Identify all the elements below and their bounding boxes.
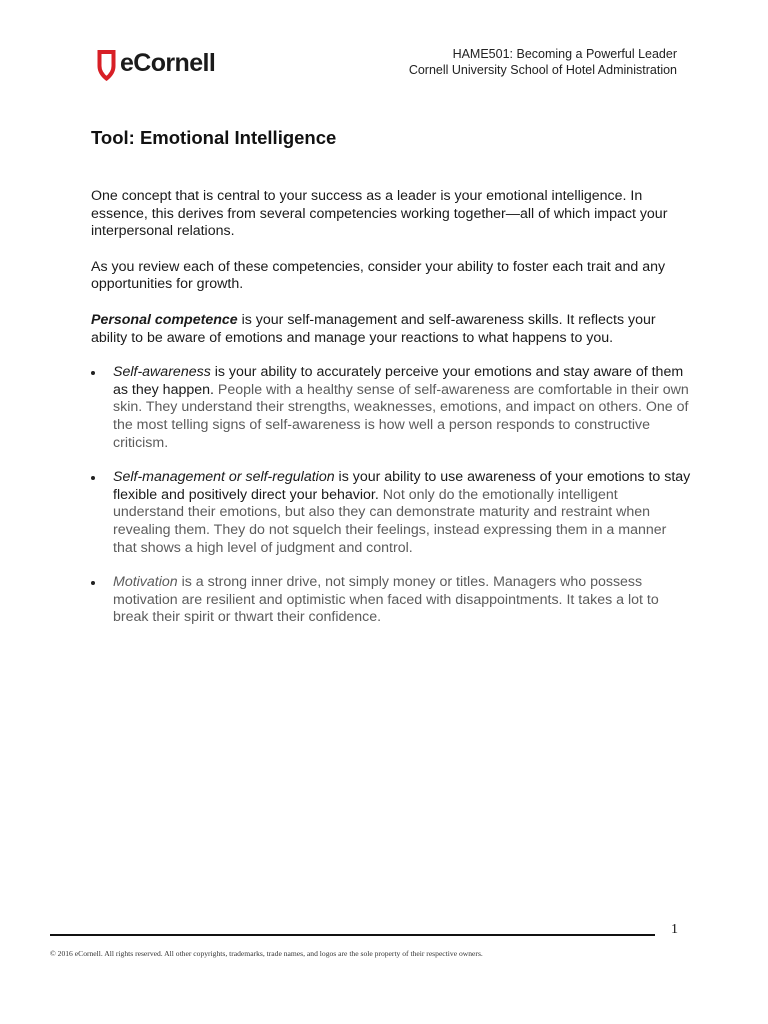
review-paragraph: As you review each of these competencies, consider your ability to foster each trait and any opportunities for growth. bbox=[91, 258, 666, 293]
school-name: Cornell University School of Hotel Administration bbox=[408, 63, 677, 77]
logo-wordmark: eCornell bbox=[120, 48, 216, 77]
bullet-icon bbox=[91, 581, 95, 585]
personal-competence-text: is your self-management and self-awareness skills. It reflects your ability to be aware of emotions and manage your reactions to what happens to you. bbox=[91, 311, 656, 346]
page-number: 1 bbox=[671, 922, 678, 937]
bullet-icon bbox=[91, 371, 95, 375]
personal-competence-paragraph bbox=[91, 312, 691, 347]
document-header bbox=[409, 46, 677, 78]
document-body bbox=[91, 188, 691, 644]
competency-definition: is your ability to use awareness of your emotions to stay flexible and positively direct your behavior. bbox=[113, 469, 691, 503]
ecornell-logo bbox=[96, 44, 215, 82]
competency-term: Motivation bbox=[113, 574, 178, 591]
competency-term: Self-management or self-regulation bbox=[113, 469, 335, 486]
list-item bbox=[91, 469, 691, 557]
footer-divider bbox=[50, 934, 655, 936]
competency-list bbox=[91, 364, 691, 627]
competency-detail: People with a healthy sense of self-awareness are comfortable in their own skin. They understand their strengths, weaknesses, emotions, and impact on others. One of the most telling signs of self-awareness is how well a person responds to constructive criticism. bbox=[113, 381, 689, 451]
competency-detail: is a strong inner drive, not simply money or titles. Managers who possess motivation are resilient and optimistic when faced with disappointments. It takes a lot to break their spirit or thwart their confidence. bbox=[113, 574, 659, 626]
bullet-icon bbox=[91, 476, 95, 480]
personal-competence-term: Personal competence bbox=[91, 311, 238, 328]
competency-definition: is your ability to accurately perceive your emotions and stay aware of them as they happen. bbox=[113, 364, 684, 398]
intro-paragraph: One concept that is central to your success as a leader is your emotional intelligence. In essence, this derives from several competencies working together—all of which impact your interpersonal relations. bbox=[91, 188, 668, 240]
competency-detail: Not only do the emotionally intelligent understand their emotions, but also they can demonstrate maturity and restraint when revealing them. They do not squelch their feelings, instead expressing them in a manner that shows a high level of judgment and control. bbox=[113, 486, 667, 556]
page-title: Tool: Emotional Intelligence bbox=[91, 127, 337, 148]
list-item bbox=[91, 574, 691, 627]
shield-icon bbox=[96, 44, 117, 82]
copyright-notice: © 2016 eCornell. All rights reserved. All other copyrights, trademarks, trade names, and logos are the sole property of their respective owners. bbox=[50, 949, 483, 958]
list-item bbox=[91, 364, 691, 452]
course-title: HAME501: Becoming a Powerful Leader bbox=[452, 47, 677, 61]
competency-term: Self-awareness bbox=[113, 364, 211, 381]
